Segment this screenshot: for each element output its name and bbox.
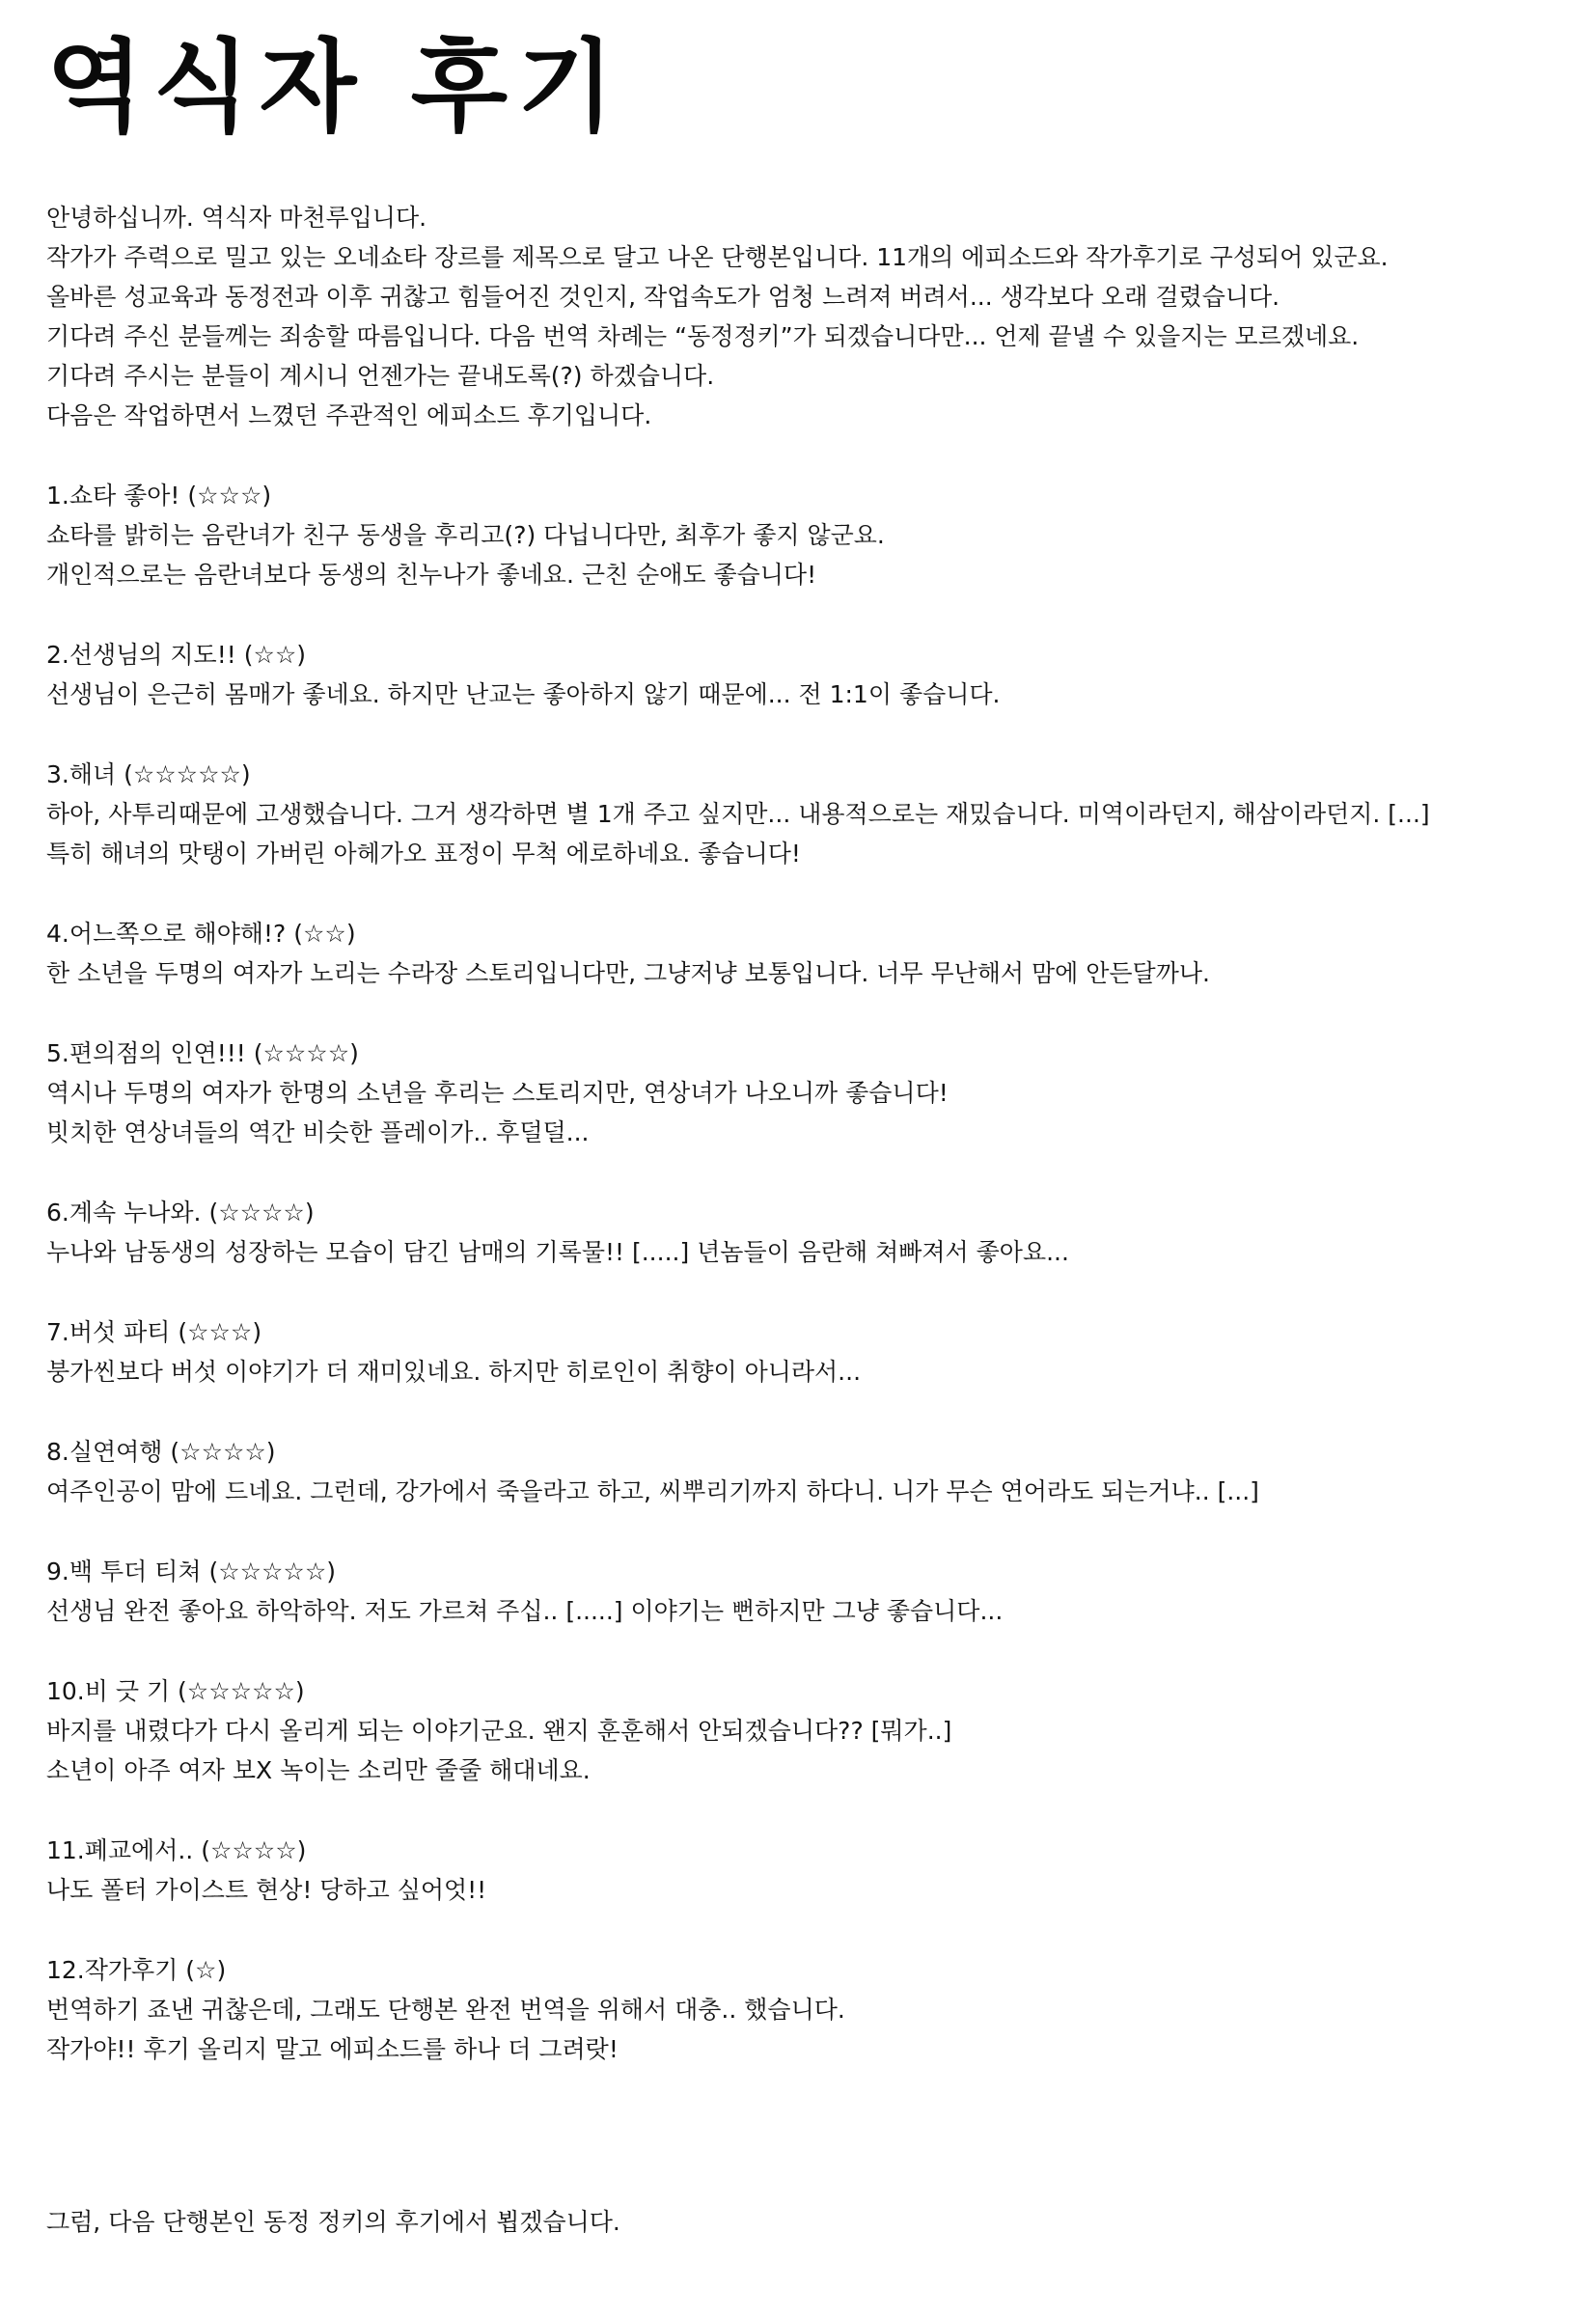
episode-line: 하아, 사투리때문에 고생했습니다. 그거 생각하면 별 1개 주고 싶지만... 내용적으로는 재밌습니다. 미역이라던지, 해삼이라던지. [...] [46, 800, 1430, 828]
intro-line: 안녕하십니까. 역식자 마천루입니다. [46, 204, 427, 232]
intro-line: 작가가 주력으로 밀고 있는 오네쇼타 장르를 제목으로 달고 나온 단행본입니다. 11개의 에피소드와 작가후기로 구성되어 있군요. [46, 243, 1389, 271]
episode-title: 10.비 긋 기 (☆☆☆☆☆) [46, 1677, 305, 1705]
episode-line: 한 소년을 두명의 여자가 노리는 수라장 스토리입니다만, 그냥저냥 보통입니다. 너무 무난해서 맘에 안든달까나. [46, 959, 1210, 987]
episode-line: 선생님 완전 좋아요 하악하악. 저도 가르쳐 주십.. [.....] 이야기는 뻔하지만 그냥 좋습니다... [46, 1597, 1004, 1625]
episode-line: 소년이 아주 여자 보X 녹이는 소리만 줄줄 해대네요. [46, 1756, 591, 1784]
episode-line: 역시나 두명의 여자가 한명의 소년을 후리는 스토리지만, 연상녀가 나오니까 좋습니다! [46, 1079, 949, 1107]
episode-title: 9.백 투더 티쳐 (☆☆☆☆☆) [46, 1558, 337, 1585]
episode-1 [46, 476, 1561, 594]
episode-10 [46, 1671, 1561, 1790]
episode-title: 6.계속 누나와. (☆☆☆☆) [46, 1199, 315, 1227]
episode-12 [46, 1950, 1561, 2069]
episode-8 [46, 1432, 1561, 1511]
episode-title: 8.실연여행 (☆☆☆☆) [46, 1438, 276, 1466]
closing-line: 그럼, 다음 단행본인 동정 정키의 후기에서 뵙겠습니다. [46, 2208, 620, 2236]
episode-line: 개인적으로는 음란녀보다 동생의 친누나가 좋네요. 근친 순애도 좋습니다! [46, 561, 817, 589]
episode-11 [46, 1831, 1561, 1910]
episode-line: 특히 해녀의 맛탱이 가버린 아헤가오 표정이 무척 에로하네요. 좋습니다! [46, 840, 801, 868]
episode-line: 선생님이 은근히 몸매가 좋네요. 하지만 난교는 좋아하지 않기 때문에... 전 1:1이 좋습니다. [46, 680, 1001, 708]
episode-title: 4.어느쪽으로 해야해!? (☆☆) [46, 920, 356, 948]
intro-line: 기다려 주신 분들께는 죄송할 따름입니다. 다음 번역 차례는 “동정정키”가 되겠습니다만... 언제 끝낼 수 있을지는 모르겠네요. [46, 322, 1360, 350]
episode-title: 1.쇼타 좋아! (☆☆☆) [46, 482, 272, 510]
episode-6 [46, 1193, 1561, 1272]
episode-line: 나도 폴터 가이스트 현상! 당하고 싶어엇!! [46, 1876, 487, 1904]
intro-line: 다음은 작업하면서 느꼈던 주관적인 에피소드 후기입니다. [46, 401, 652, 429]
episode-line: 붕가씬보다 버섯 이야기가 더 재미있네요. 하지만 히로인이 취향이 아니라서... [46, 1358, 862, 1386]
episode-9 [46, 1552, 1561, 1631]
episode-title: 11.폐교에서.. (☆☆☆☆) [46, 1836, 307, 1864]
page-title: 역식자 후기 [46, 28, 624, 146]
episode-line: 누나와 남동생의 성장하는 모습이 담긴 남매의 기록물!! [.....] 년놈들이 음란해 쳐빠져서 좋아요... [46, 1238, 1069, 1266]
episode-4 [46, 914, 1561, 993]
intro-line: 올바른 성교육과 동정전과 이후 귀찮고 힘들어진 것인지, 작업속도가 엄청 느려져 버려서... 생각보다 오래 걸렸습니다. [46, 283, 1280, 311]
episode-line: 빗치한 연상녀들의 역간 비슷한 플레이가.. 후덜덜... [46, 1118, 590, 1146]
episode-line: 작가야!! 후기 올리지 말고 에피소드를 하나 더 그려랏! [46, 2035, 619, 2063]
afterword-body [46, 198, 1561, 2069]
episode-title: 5.편의점의 인연!!! (☆☆☆☆) [46, 1039, 359, 1067]
episode-3 [46, 755, 1561, 873]
episode-title: 2.선생님의 지도!! (☆☆) [46, 641, 307, 669]
intro-line: 기다려 주시는 분들이 계시니 언젠가는 끝내도록(?) 하겠습니다. [46, 362, 715, 390]
episode-7 [46, 1312, 1561, 1392]
episode-title: 12.작가후기 (☆) [46, 1956, 227, 1984]
episode-line: 바지를 내렸다가 다시 올리게 되는 이야기군요. 왠지 훈훈해서 안되겠습니다?? [뭐가..] [46, 1717, 952, 1745]
episode-line: 여주인공이 맘에 드네요. 그런데, 강가에서 죽을라고 하고, 씨뿌리기까지 하다니. 니가 무슨 연어라도 되는거냐.. [...] [46, 1477, 1259, 1505]
episode-line: 번역하기 죠낸 귀찮은데, 그래도 단행본 완전 번역을 위해서 대충.. 했습니다. [46, 1996, 845, 2024]
episode-title: 7.버섯 파티 (☆☆☆) [46, 1318, 262, 1346]
episode-line: 쇼타를 밝히는 음란녀가 친구 동생을 후리고(?) 다닙니다만, 최후가 좋지 않군요. [46, 521, 885, 549]
intro-section [46, 198, 1561, 435]
episode-2 [46, 635, 1561, 714]
episode-title: 3.해녀 (☆☆☆☆☆) [46, 760, 251, 788]
episode-5 [46, 1034, 1561, 1152]
